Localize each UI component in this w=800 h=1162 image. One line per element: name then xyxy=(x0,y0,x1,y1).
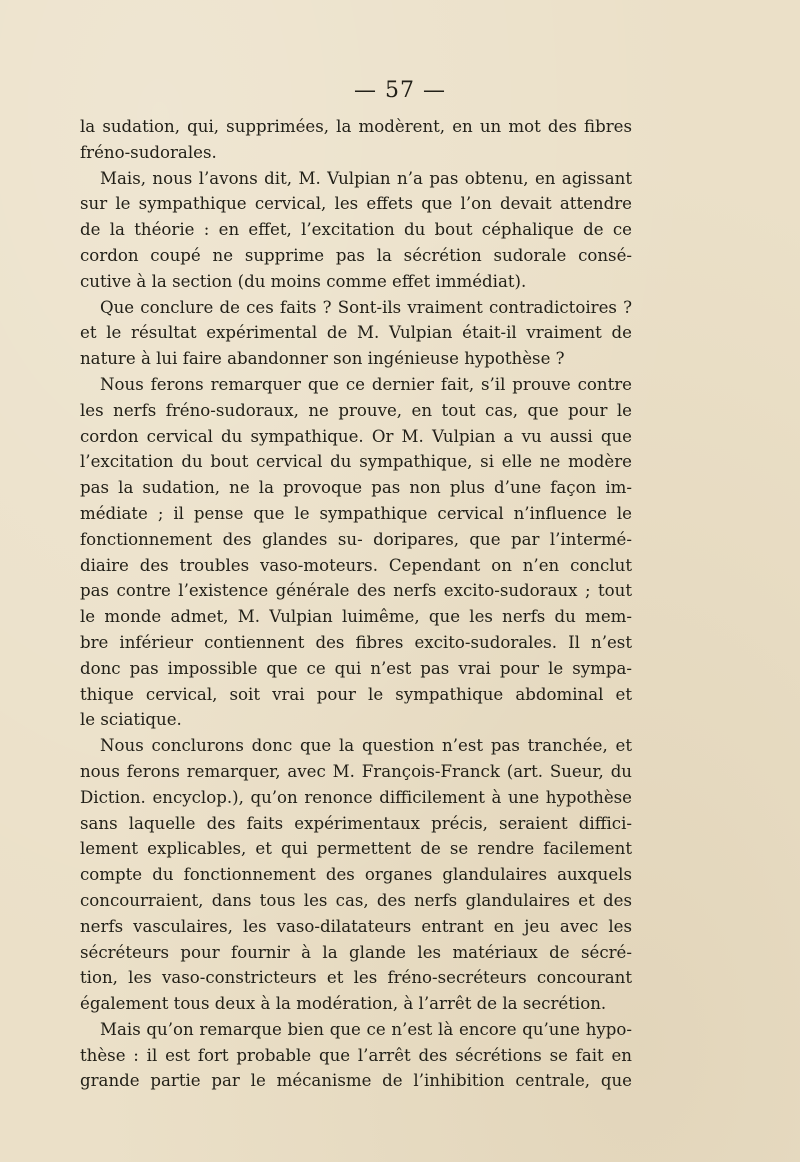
text-line: Nous ferons remarquer que ce dernier fait, s’il prouve contre xyxy=(100,374,632,394)
body-text xyxy=(80,114,632,1094)
text-line: sur le sympathique cervical, les effets que l’on devait attendre xyxy=(80,194,632,214)
text-line: et le résultat expérimental de M. Vulpian était-il vraiment de xyxy=(80,323,632,343)
text-line: nous ferons remarquer, avec M. François-Franck (art. Sueur, du xyxy=(80,761,632,781)
text-line: médiate ; il pense que le sympathique cervical n’influence le xyxy=(80,503,632,523)
text-line: de la théorie : en effet, l’excitation du bout céphalique de ce xyxy=(80,220,632,240)
page-number: — 57 — xyxy=(354,78,446,103)
text-line: pas la sudation, ne la provoque pas non plus d’une façon im- xyxy=(80,478,632,498)
text-line: cutive à la section (du moins comme effet immédiat). xyxy=(80,271,527,291)
text-line: grande partie par le mécanisme de l’inhibition centrale, que xyxy=(80,1071,632,1091)
text-line: également tous deux à la modération, à l’arrêt de la secrétion. xyxy=(80,994,607,1014)
text-line: fonctionnement des glandes su- doripares, que par l’intermé- xyxy=(80,529,632,549)
text-line: Mais, nous l’avons dit, M. Vulpian n’a pas obtenu, en agissant xyxy=(100,168,632,188)
text-line: thèse : il est fort probable que l’arrêt des sécrétions se fait en xyxy=(80,1045,632,1065)
text-line: Que conclure de ces faits ? Sont-ils vraiment contradictoires ? xyxy=(100,297,632,317)
text-line: concourraient, dans tous les cas, des nerfs glandulaires et des xyxy=(80,890,632,910)
text-line: sécréteurs pour fournir à la glande les matériaux de sécré- xyxy=(80,942,632,962)
text-line: cordon coupé ne supprime pas la sécrétion sudorale consé- xyxy=(80,245,632,265)
text-line: nerfs vasculaires, les vaso-dilatateurs entrant en jeu avec les xyxy=(80,916,632,936)
text-line: lement explicables, et qui permettent de se rendre facilement xyxy=(80,839,632,859)
text-line: Mais qu’on remarque bien que ce n’est là encore qu’une hypo- xyxy=(100,1019,632,1039)
text-line: compte du fonctionnement des organes glandulaires auxquels xyxy=(80,865,632,885)
text-line: le sciatique. xyxy=(80,710,182,730)
text-line: thique cervical, soit vrai pour le sympathique abdominal et xyxy=(80,684,632,704)
text-line: les nerfs fréno-sudoraux, ne prouve, en tout cas, que pour le xyxy=(80,400,632,420)
text-line: bre inférieur contiennent des fibres excito-sudorales. Il n’est xyxy=(80,632,632,652)
text-line: Diction. encyclop.), qu’on renonce difficilement à une hypothèse xyxy=(80,787,632,807)
text-line: Nous conclurons donc que la question n’est pas tranchée, et xyxy=(100,736,632,756)
text-line: nature à lui faire abandonner son ingénieuse hypothèse ? xyxy=(80,349,565,369)
text-line: l’excitation du bout cervical du sympathique, si elle ne modère xyxy=(80,452,632,472)
text-line: diaire des troubles vaso-moteurs. Cependant on n’en conclut xyxy=(80,555,632,575)
text-line: le monde admet, M. Vulpian luimême, que les nerfs du mem- xyxy=(80,607,632,627)
text-line: fréno-sudorales. xyxy=(80,142,217,162)
text-line: la sudation, qui, supprimées, la modèrent, en un mot des fibres xyxy=(80,117,632,136)
text-line: pas contre l’existence générale des nerfs excito-sudoraux ; tout xyxy=(80,581,632,601)
text-line: tion, les vaso-constricteurs et les fréno-secréteurs concourant xyxy=(80,968,632,988)
text-line: sans laquelle des faits expérimentaux précis, seraient diffici- xyxy=(80,813,632,833)
text-line: donc pas impossible que ce qui n’est pas vrai pour le sympa- xyxy=(80,658,632,678)
text-line: cordon cervical du sympathique. Or M. Vulpian a vu aussi que xyxy=(80,426,632,446)
